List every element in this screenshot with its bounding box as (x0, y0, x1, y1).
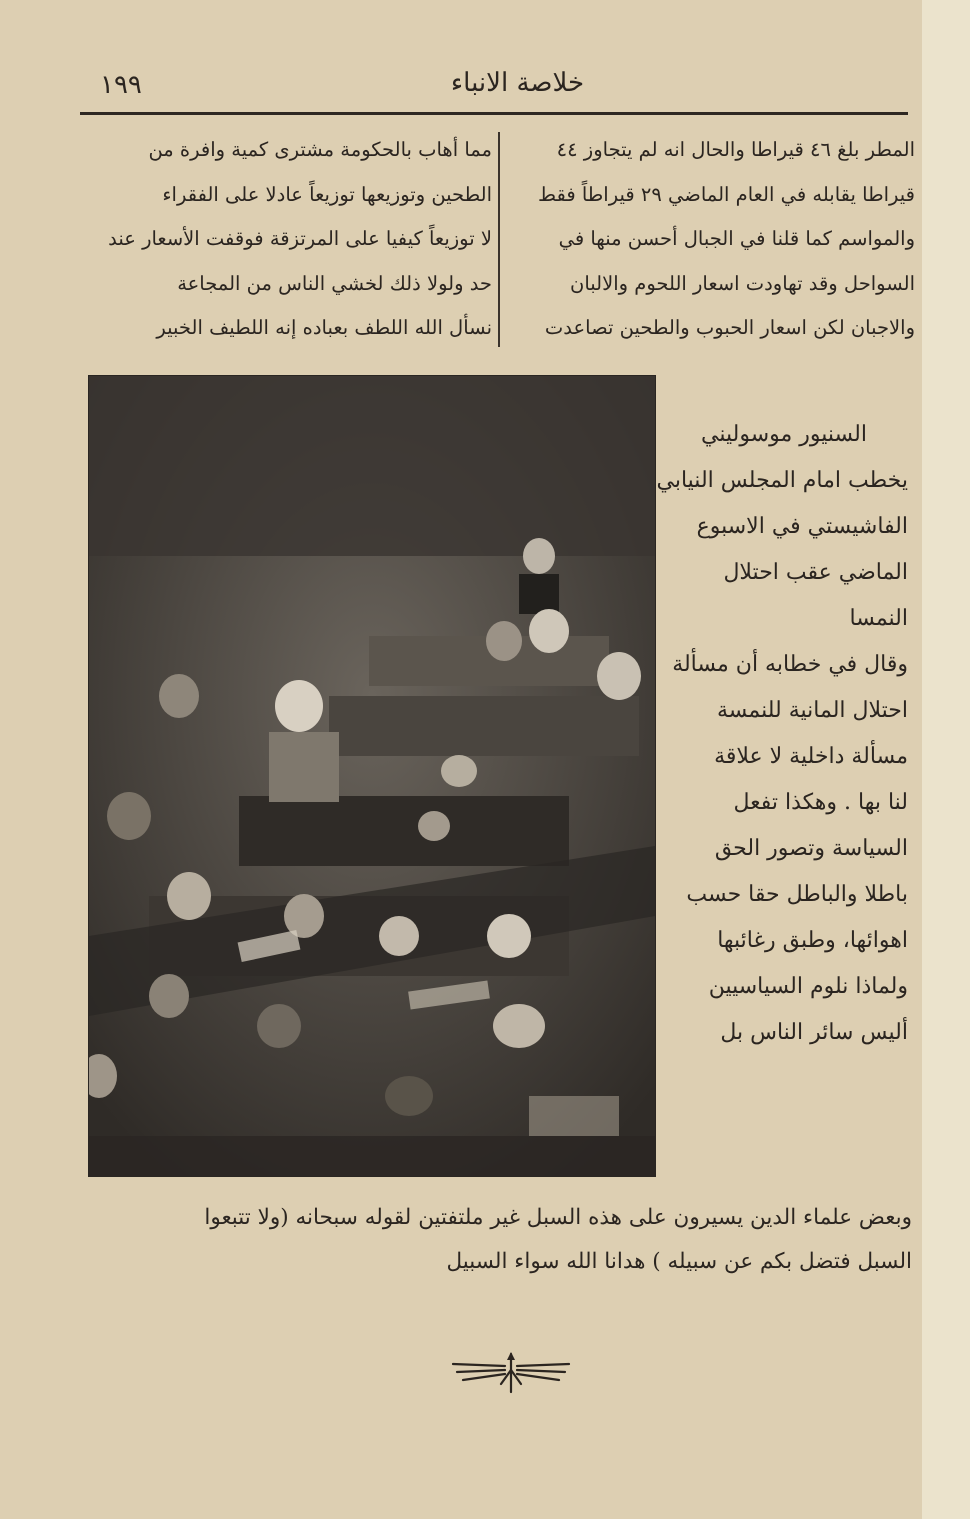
text-line: مما أهاب بالحكومة مشترى كمية وافرة من (148, 138, 492, 161)
continuation-text (200, 1196, 912, 1284)
page-edge (922, 0, 970, 1519)
caption-line: السياسة وتصور الحق (714, 836, 908, 861)
column-divider (498, 132, 500, 347)
caption-line: السنيور موسوليني (701, 422, 867, 447)
caption-line: النمسا (849, 606, 908, 631)
caption-line: ولماذا نلوم السياسيين (708, 974, 908, 999)
photo-caption (656, 412, 908, 1056)
text-line: السبل فتضل بكم عن سبيله ) هدانا الله سواء السبيل (446, 1249, 912, 1274)
text-line: والاجبان لكن اسعار الحبوب والطحين تصاعدت (544, 316, 915, 339)
text-line: نسأل الله اللطف بعباده إنه اللطيف الخبير (156, 316, 492, 339)
section-ornament-icon (449, 1350, 573, 1396)
caption-line: وقال في خطابه أن مسألة (672, 652, 908, 677)
caption-line: مسألة داخلية لا علاقة (714, 744, 908, 769)
header-rule (80, 112, 908, 115)
caption-line: باطلا والباطل حقا حسب (686, 882, 908, 907)
text-line: قيراطا يقابله في العام الماضي ٢٩ قيراطاً فقط (537, 182, 915, 206)
text-line: السواحل وقد تهاودت اسعار اللحوم والالبان (570, 271, 915, 295)
right-column (505, 128, 915, 351)
page-number: ١٩٩ (100, 70, 142, 100)
caption-line: لنا بها . وهكذا تفعل (733, 790, 908, 815)
text-line: المطر بلغ ٤٦ قيراطا والحال انه لم يتجاوز ٤٤ (556, 138, 915, 161)
running-header (0, 68, 922, 108)
caption-line: اهوائها، وطبق رغائبها (717, 928, 908, 953)
left-column (80, 128, 492, 351)
two-column-text (80, 128, 915, 358)
journal-title: خلاصة الانباء (450, 68, 585, 98)
text-line: حد ولولا ذلك لخشي الناس من المجاعة (177, 271, 492, 295)
caption-line: احتلال المانية للنمسة (716, 698, 908, 723)
caption-line: أليس سائر الناس بل (720, 1020, 908, 1045)
caption-line: الماضي عقب احتلال (723, 560, 908, 585)
text-line: وبعض علماء الدين يسيرون على هذه السبل غير ملتفتين لقوله سبحانه (ولا تتبعوا (204, 1205, 912, 1230)
caption-line: الفاشيستي في الاسبوع (696, 514, 908, 539)
caption-line: يخطب امام المجلس النيابي (656, 468, 908, 493)
text-line: والمواسم كما قلنا في الجبال أحسن منها في (558, 227, 915, 250)
text-line: الطحين وتوزيعها توزيعاً عادلا على الفقراء (162, 182, 492, 206)
text-line: لا توزيعاً كيفيا على المرتزقة فوقفت الأسعار عند (108, 227, 492, 250)
parliament-photo (88, 375, 656, 1177)
